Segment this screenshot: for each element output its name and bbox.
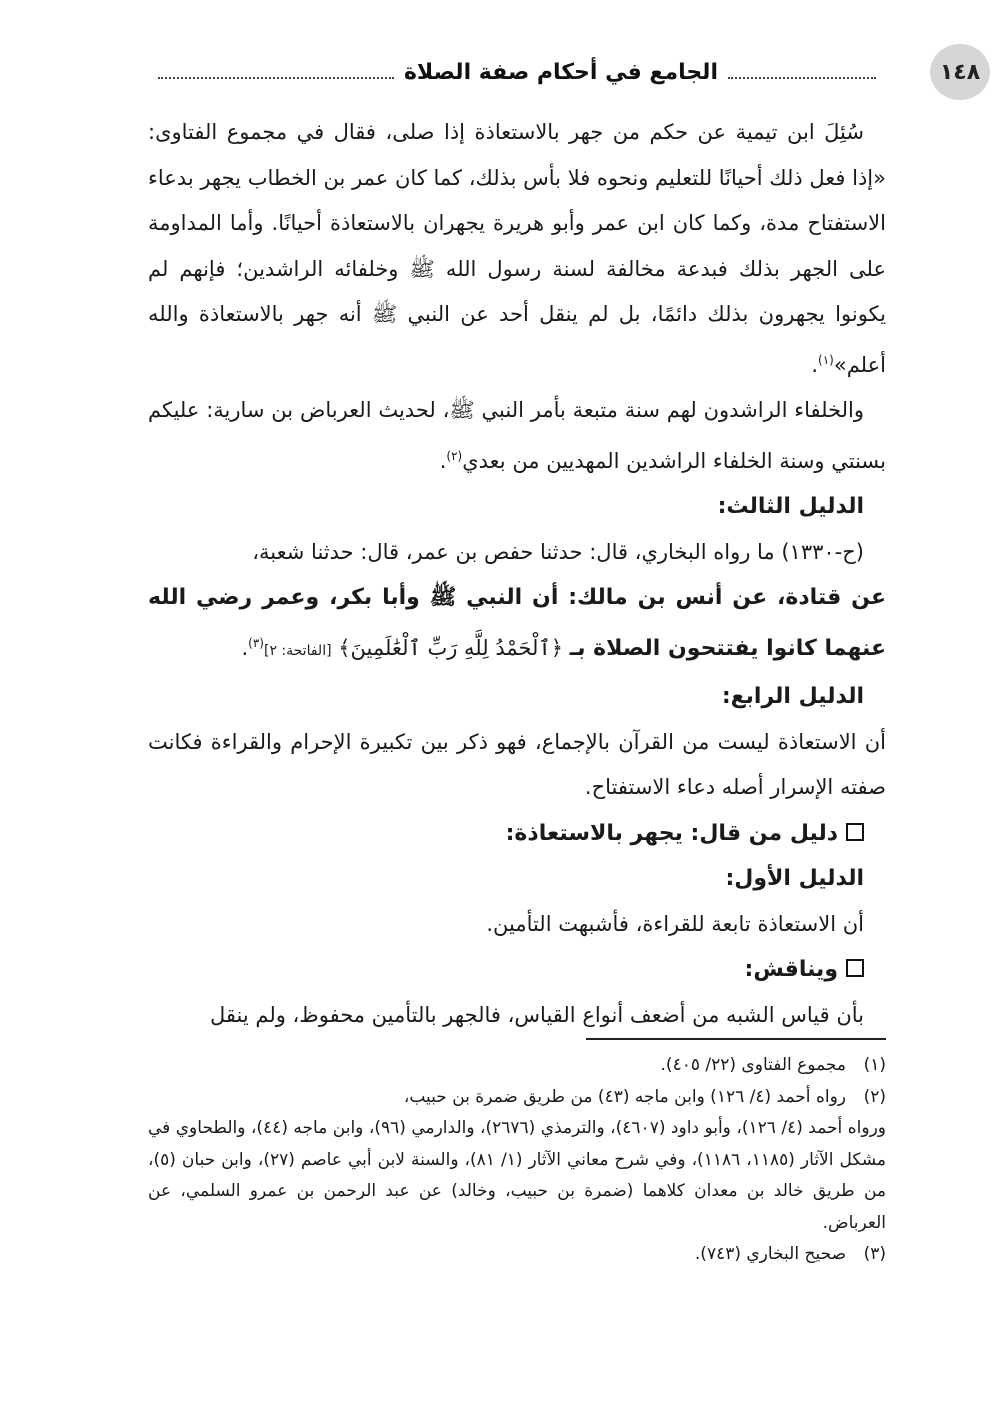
paragraph-text: سُئِلَ ابن تيمية عن حكم من جهر بالاستعاذة إذا صلى، فقال في مجموع الفتاوى: «إذا فعل ذلك أحيانًا للتعليم ونحوه فلا بأس بذلك، كما كان عمر بن الخطاب يجهر بدعاء الاستفتاح مدة، وكما كان ابن عمر وأبو هريرة يجهران بالاستعاذة أحيانًا. وأما المداومة على الجهر بذلك فبدعة مخالفة لسنة رسول الله ﷺ وخلفائه الراشدين؛ فإنهم لم يكونوا يجهرون بذلك دائمًا، بل لم ينقل أحد عن النبي ﷺ أنه جهر بالاستعاذة والله أعلم»	[148, 120, 886, 377]
paragraph-khulafa	[148, 388, 886, 484]
heading-jahr-evidence	[148, 811, 886, 857]
page-number: ١٤٨	[930, 44, 990, 100]
paragraph-text: والخلفاء الراشدون لهم سنة متبعة بأمر النبي ﷺ، لحديث العرباض بن سارية: عليكم بسنتي وسنة الخلفاء الراشدين المهديين من بعدي	[148, 398, 886, 473]
heading-third-evidence: الدليل الثالث:	[717, 494, 864, 519]
checkbox-icon	[846, 959, 864, 977]
heading-text: دليل من قال: يجهر بالاستعاذة:	[505, 820, 838, 846]
footnote-number: (٢)	[863, 1086, 886, 1107]
main-text	[148, 110, 886, 1038]
heading-fourth-evidence: الدليل الرابع:	[721, 684, 864, 709]
paragraph-first-evidence: أن الاستعاذة تابعة للقراءة، فأشبهت التأمين.	[486, 911, 864, 936]
paragraph-hadith-text	[148, 575, 886, 674]
hadith-matn: عن قتادة، عن أنس بن مالك: أن النبي ﷺ وأبا بكر، وعمر رضي الله عنهما كانوا يفتتحون الصلاة بـ	[148, 585, 886, 661]
page-header	[148, 44, 981, 100]
punctuation: .	[439, 448, 447, 473]
heading-discussion	[148, 947, 886, 993]
footnote-2-continued: ورواه أحمد (٤/ ١٢٦)، وأبو داود (٤٦٠٧)، والترمذي (٢٦٧٦)، والدارمي (٩٦)، وابن ماجه (٤٤)، والطحاوي في مشكل الآثار (١١٨٥، ١١٨٦)، وفي شرح معاني الآثار (١/ ٨١)، والسنة لابن أبي عاصم (٢٧)، وابن حبان (٥)، من طريق خالد بن معدان كلاهما (ضمرة بن حبيب، وخالد) عن عبد الرحمن بن عمرو السلمي، عن العرباض.	[148, 1118, 887, 1233]
header-dots-right	[728, 77, 876, 79]
paragraph-discussion: بأن قياس الشبه من أضعف أنواع القياس، فالجهر بالتأمين محفوظ، ولم ينقل	[209, 1002, 864, 1027]
verse-source: [الفاتحة: ٢]	[263, 642, 332, 659]
footnote-number: (١)	[863, 1055, 886, 1075]
paragraph-hadith-chain: (ح-١٣٣٠) ما رواه البخاري، قال: حدثنا حفص بن عمر، قال: حدثنا شعبة،	[252, 539, 864, 564]
paragraph-ibn-taymiyyah	[148, 110, 886, 388]
heading-text: ويناقش:	[744, 957, 838, 982]
punctuation: .	[241, 635, 249, 660]
footnote-1	[148, 1050, 886, 1082]
footnote-ref[interactable]: (١)	[818, 352, 834, 367]
footnote-3	[148, 1239, 886, 1271]
footnote-separator	[586, 1038, 886, 1040]
footnote-text: صحيح البخاري (٧٤٣).	[694, 1244, 846, 1264]
footnote-ref[interactable]: (٢)	[446, 448, 463, 463]
checkbox-icon	[846, 823, 864, 841]
running-title: الجامع في أحكام صفة الصلاة	[403, 59, 718, 85]
footnote-ref[interactable]: (٣)	[248, 635, 264, 650]
header-dots-left	[158, 77, 394, 79]
paragraph-fourth-evidence: أن الاستعاذة ليست من القرآن بالإجماع، فهو ذكر بين تكبيرة الإحرام والقراءة فكانت صفته الإسرار أصله دعاء الاستفتاح.	[148, 729, 886, 799]
punctuation: .	[811, 352, 819, 377]
heading-first-evidence: الدليل الأول:	[725, 866, 864, 891]
footnote-text: مجموع الفتاوى (٢٢/ ٤٠٥).	[660, 1055, 846, 1075]
quran-verse: ﴿ٱلْحَمْدُ لِلَّهِ رَبِّ ٱلْعَٰلَمِينَ﴾	[331, 635, 570, 660]
footnotes	[148, 1050, 886, 1271]
footnote-number: (٣)	[863, 1244, 886, 1264]
footnote-2	[148, 1082, 886, 1114]
footnote-text: رواه أحمد (٤/ ١٢٦) وابن ماجه (٤٣) من طريق ضمرة بن حبيب،	[403, 1086, 846, 1107]
